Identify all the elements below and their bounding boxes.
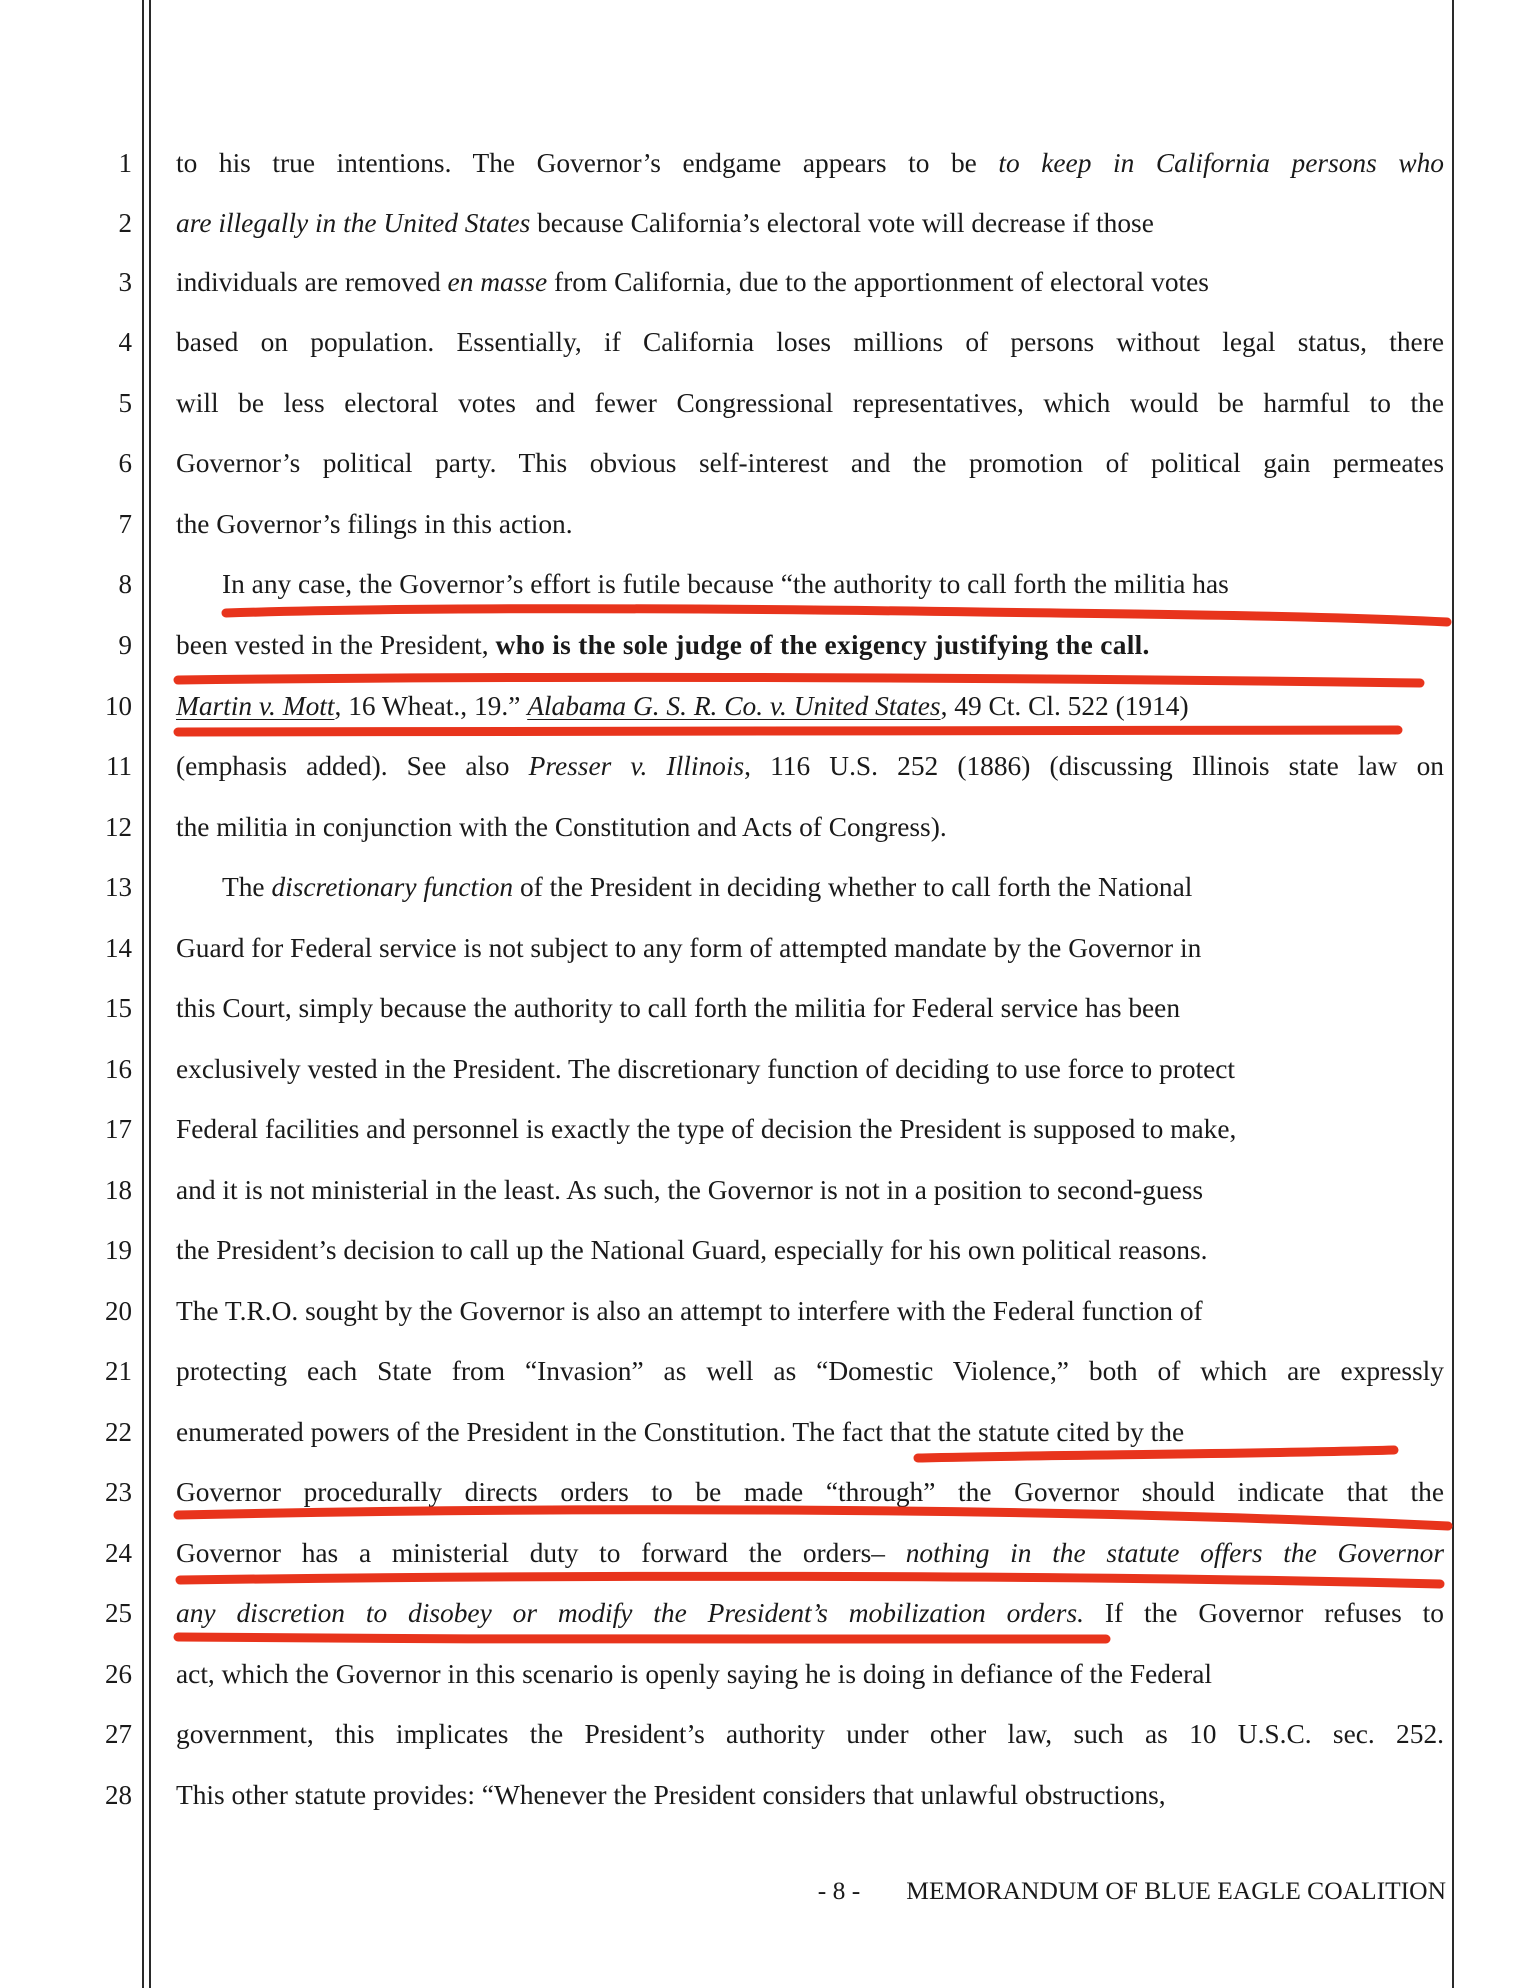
red-underline-mark <box>178 1637 1106 1640</box>
case-citation-martin-v-mott: Martin v. Mott <box>176 691 335 721</box>
line-number: 21 <box>105 1356 132 1386</box>
text-line: protecting each State from “Invasion” as well as “Domestic Violence,” both of which are expressly <box>176 1356 1444 1386</box>
text-segment: , 116 U.S. 252 (1886) (discussing Illinois state law on <box>744 751 1444 781</box>
line-number: 13 <box>105 872 132 902</box>
text-line: Federal facilities and personnel is exactly the type of decision the President is supposed to make, <box>176 1114 1237 1144</box>
line-number: 25 <box>105 1598 132 1628</box>
red-underline-mark <box>178 677 1420 683</box>
line-number: 5 <box>118 388 132 418</box>
case-citation-presser-v-illinois: Presser v. Illinois <box>528 751 745 781</box>
text-line <box>176 266 1446 298</box>
line-number: 16 <box>105 1054 132 1084</box>
text-segment-italic: en masse <box>447 267 548 297</box>
text-segment: (emphasis added). See also <box>176 751 529 781</box>
text-line <box>176 871 1446 903</box>
text-line: Governor procedurally directs orders to be made “through” the Governor should indicate that the <box>176 1477 1444 1507</box>
line-number: 7 <box>118 509 132 539</box>
red-underline-mark <box>180 1576 1440 1584</box>
text-segment: If the Governor refuses to <box>1083 1598 1444 1628</box>
line-number: 20 <box>105 1296 132 1326</box>
line-number: 6 <box>118 448 132 478</box>
text-line <box>176 629 1446 661</box>
line-number: 19 <box>105 1235 132 1265</box>
text-segment-italic: any discretion to disobey or modify the President’s mobilization orders. <box>176 1598 1084 1628</box>
line-number: 8 <box>118 569 132 599</box>
line-number: 28 <box>105 1780 132 1810</box>
text-segment: to his true intentions. The Governor’s endgame appears to be <box>176 148 999 178</box>
case-citation-alabama-gsr: Alabama G. S. R. Co. v. United States <box>527 691 941 721</box>
line-number: 4 <box>118 327 132 357</box>
text-segment-italic: discretionary function <box>271 872 514 902</box>
text-line <box>176 1537 1444 1569</box>
line-number: 22 <box>105 1417 132 1447</box>
text-line: government, this implicates the President’s authority under other law, such as 10 U.S.C. sec. 252. <box>176 1719 1444 1749</box>
line-number: 17 <box>105 1114 132 1144</box>
text-segment: individuals are removed <box>176 267 448 297</box>
page-number: - 8 - <box>817 1876 861 1905</box>
text-segment: been vested in the President, <box>176 630 496 660</box>
text-line <box>176 207 1446 239</box>
text-segment: The <box>222 872 272 902</box>
text-segment-italic: are illegally in the United States <box>176 208 531 238</box>
text-segment-italic: to keep in California persons who <box>998 148 1444 178</box>
line-number: 9 <box>118 630 132 660</box>
line-number: 27 <box>105 1719 132 1749</box>
text-line: The T.R.O. sought by the Governor is also an attempt to interfere with the Federal function of <box>176 1296 1203 1326</box>
line-number: 1 <box>118 148 132 178</box>
line-number: 24 <box>105 1538 132 1568</box>
line-number: 26 <box>105 1659 132 1689</box>
text-line: Guard for Federal service is not subject to any form of attempted mandate by the Governor in <box>176 933 1202 963</box>
left-margin-rule-inner <box>149 0 151 1988</box>
text-segment: Governor has a ministerial duty to forward the orders– <box>176 1538 906 1568</box>
line-number: 2 <box>118 208 132 238</box>
text-segment: from California, due to the apportionment of electoral votes <box>547 267 1209 297</box>
text-line: act, which the Governor in this scenario is openly saying he is doing in defiance of the Federal <box>176 1659 1212 1689</box>
line-number: 10 <box>105 691 132 721</box>
text-line: based on population. Essentially, if California loses millions of persons without legal status, there <box>176 327 1444 357</box>
text-line: Governor’s political party. This obvious self-interest and the promotion of political gain permeates <box>176 448 1444 478</box>
left-margin-rule-outer <box>142 0 144 1988</box>
page-footer <box>700 1876 1446 1906</box>
red-underline-mark <box>178 1510 1448 1526</box>
text-line: This other statute provides: “Whenever the President considers that unlawful obstructions, <box>176 1780 1166 1810</box>
text-line: the Governor’s filings in this action. <box>176 509 573 539</box>
text-line: In any case, the Governor’s effort is futile because “the authority to call forth the militia has <box>222 569 1229 599</box>
text-segment: of the President in deciding whether to call forth the National <box>513 872 1193 902</box>
text-segment: , 49 Ct. Cl. 522 (1914) <box>940 691 1189 721</box>
right-margin-rule <box>1452 0 1454 1988</box>
line-number: 14 <box>105 933 132 963</box>
line-number: 11 <box>106 751 132 781</box>
text-segment: because California’s electoral vote will decrease if those <box>530 208 1154 238</box>
text-line <box>176 1597 1444 1629</box>
red-underline-mark <box>918 1450 1394 1458</box>
text-line: enumerated powers of the President in the Constitution. The fact that the statute cited by the <box>176 1417 1185 1447</box>
text-line <box>176 690 1446 722</box>
red-underline-mark <box>178 729 1398 732</box>
text-line: will be less electoral votes and fewer Congressional representatives, which would be harmful to the <box>176 388 1444 418</box>
line-number: 15 <box>105 993 132 1023</box>
text-segment-italic: nothing in the statute offers the Governor <box>905 1538 1444 1568</box>
text-line: exclusively vested in the President. The discretionary function of deciding to use force to protect <box>176 1054 1236 1084</box>
line-number: 3 <box>118 267 132 297</box>
text-line <box>176 750 1444 782</box>
line-number: 12 <box>105 812 132 842</box>
text-line <box>176 147 1444 179</box>
document-title: MEMORANDUM OF BLUE EAGLE COALITION <box>906 1876 1446 1905</box>
text-line: this Court, simply because the authority to call forth the militia for Federal service has been <box>176 993 1181 1023</box>
text-segment: , 16 Wheat., 19.” <box>334 691 528 721</box>
line-number: 23 <box>105 1477 132 1507</box>
text-line: the President’s decision to call up the National Guard, especially for his own political reasons. <box>176 1235 1208 1265</box>
red-underline-mark <box>226 609 1447 622</box>
text-line: the militia in conjunction with the Constitution and Acts of Congress). <box>176 812 947 842</box>
line-number: 18 <box>105 1175 132 1205</box>
text-segment-bold: who is the sole judge of the exigency justifying the call. <box>495 630 1150 660</box>
text-line: and it is not ministerial in the least. As such, the Governor is not in a position to second-guess <box>176 1175 1204 1205</box>
